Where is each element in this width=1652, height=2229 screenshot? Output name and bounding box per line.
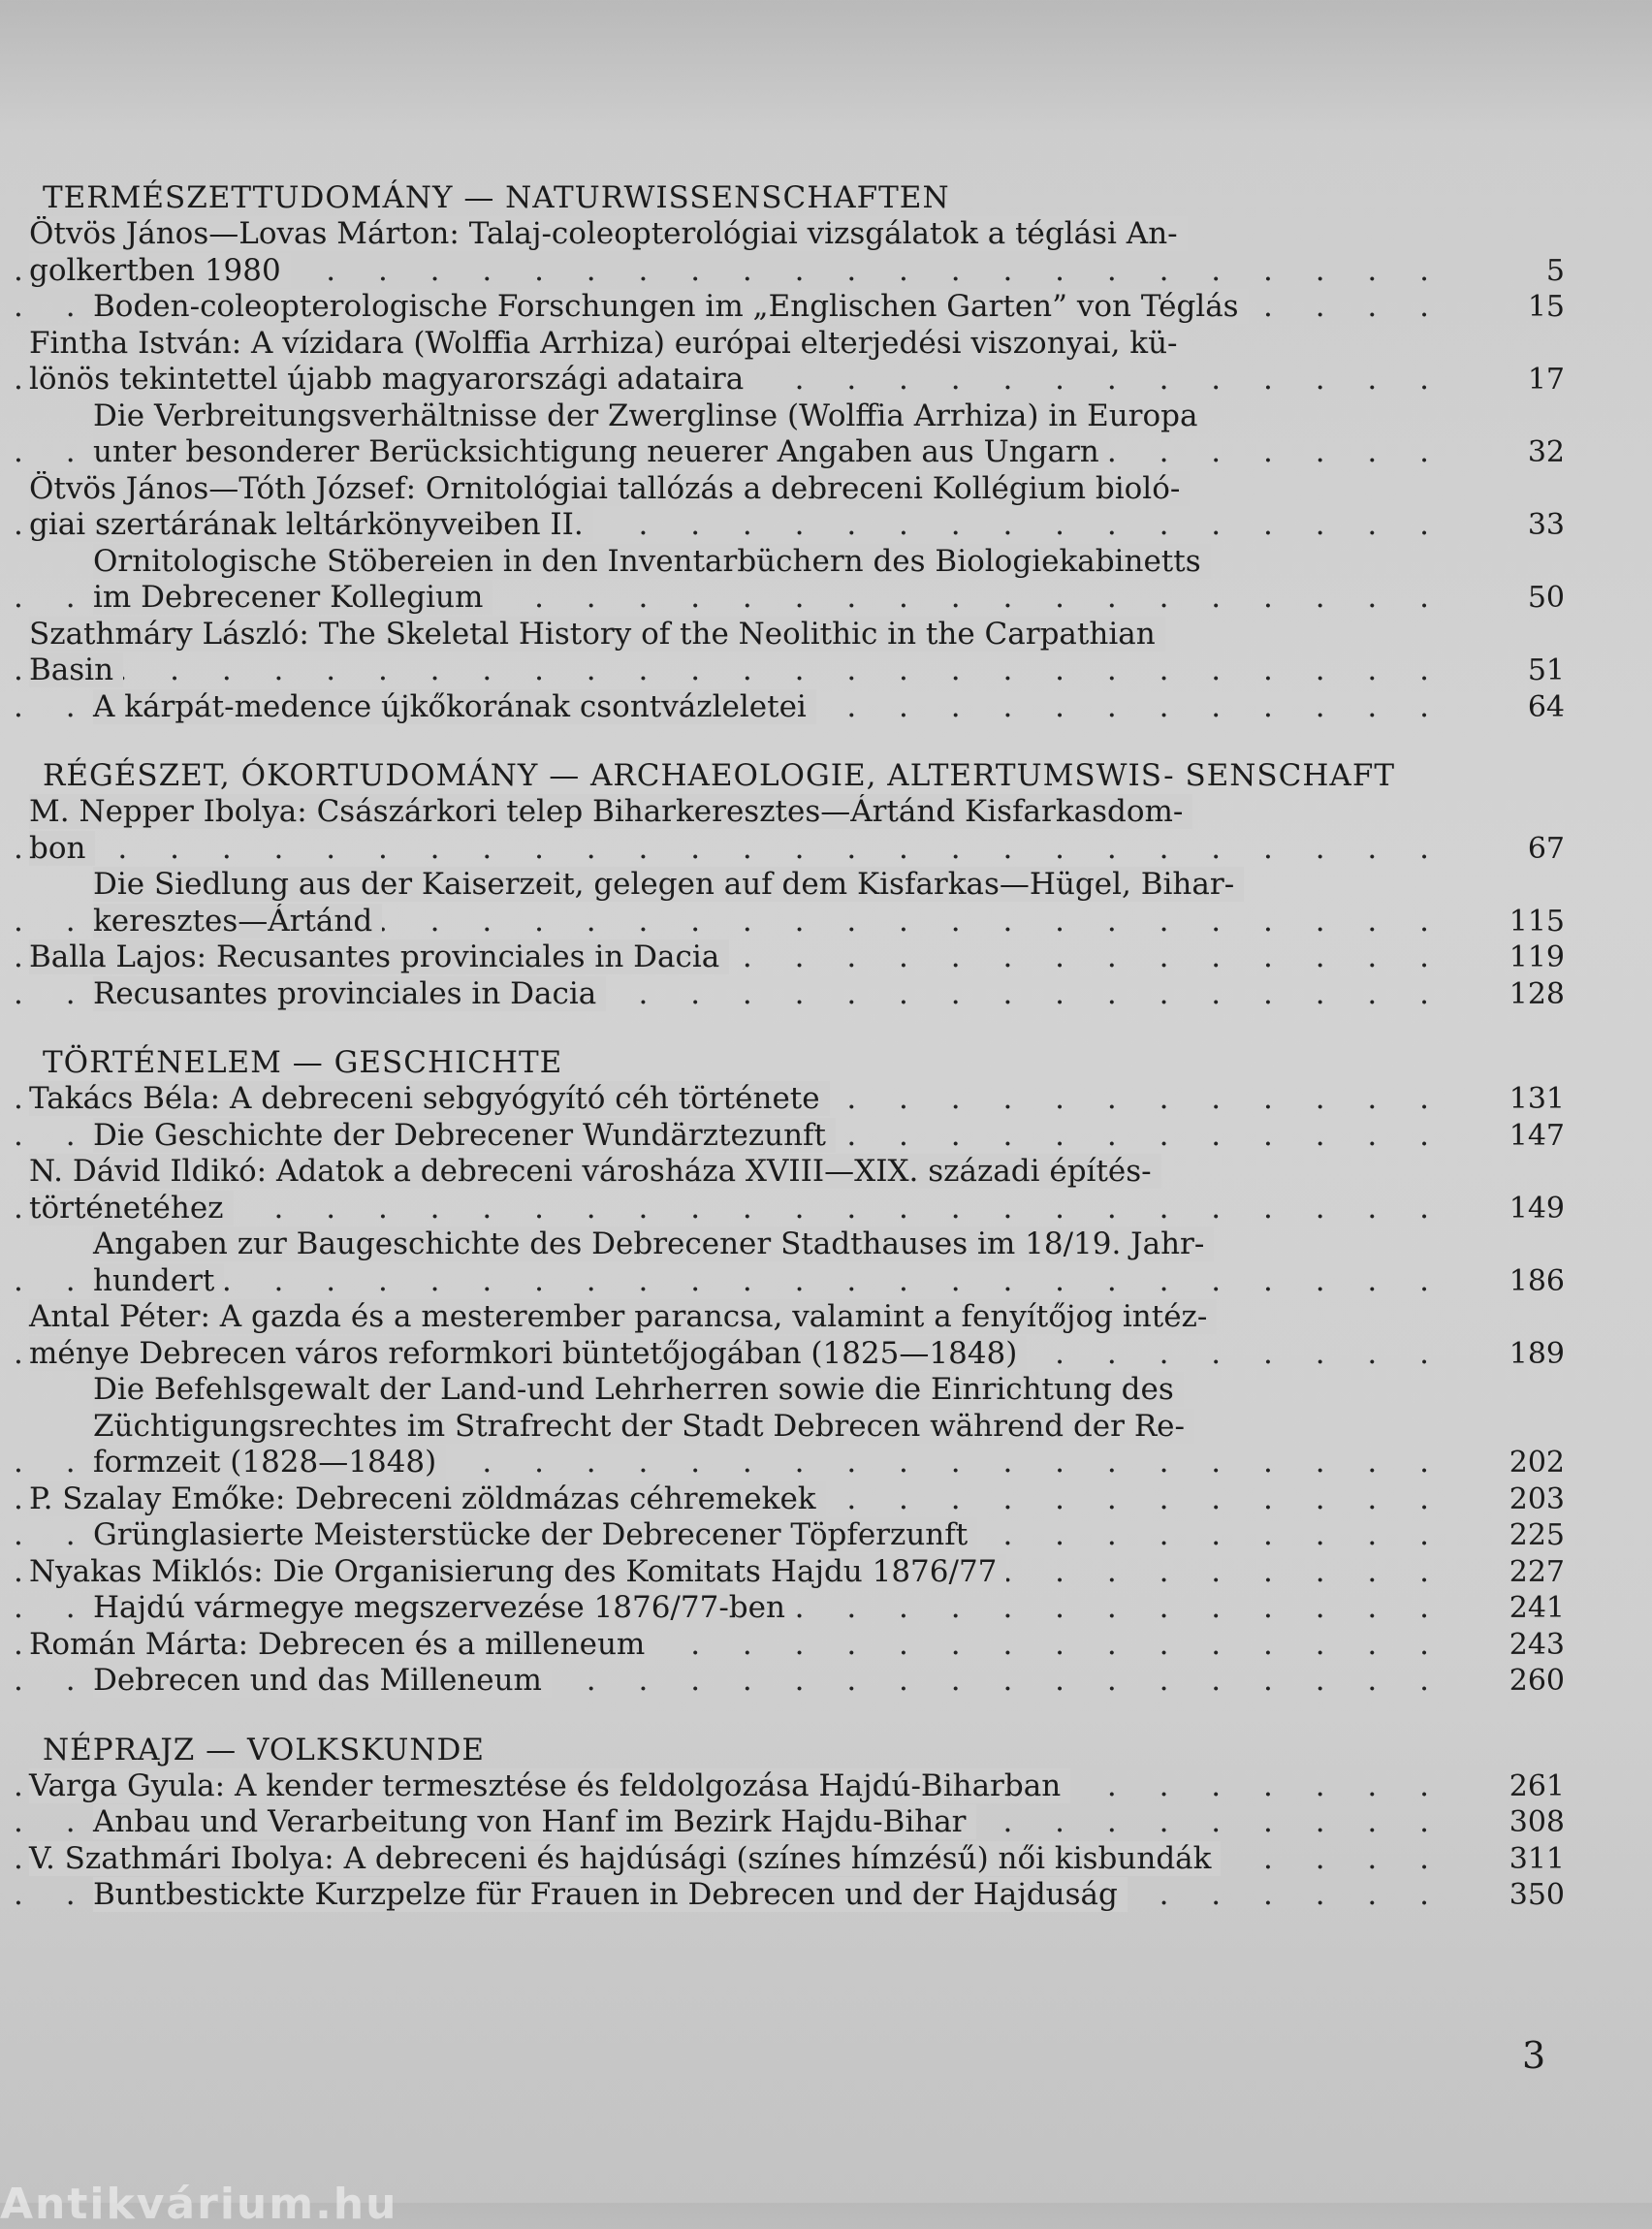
toc-entry <box>14 1154 1565 1299</box>
translation-line <box>14 580 1565 617</box>
translation-line <box>14 1877 1565 1914</box>
entry-title: N. Dávid Ildikó: Adatok a debreceni városháza XVIII—XIX. századi építés- <box>29 1154 1161 1189</box>
entry-line <box>14 1841 1565 1878</box>
toc-entry <box>14 1554 1565 1627</box>
toc-section <box>14 1733 1565 1914</box>
watermark: Antikvárium.hu <box>0 2180 398 2229</box>
translation-line <box>14 976 1565 1013</box>
dot-leader <box>14 831 1429 868</box>
entry-line <box>14 471 1565 508</box>
entry-line <box>14 1627 1565 1664</box>
entry-title: Nyakas Miklós: Die Organisierung des Komitats Hajdu 1876/77 <box>29 1554 1006 1589</box>
translation-line <box>14 689 1565 726</box>
dot-leader <box>14 1263 1429 1300</box>
entry-line <box>14 1768 1565 1805</box>
page-number: 149 <box>1509 1191 1565 1226</box>
entry-title: Szathmáry László: The Skeletal History of the Neolithic in the Carpathian <box>29 617 1165 652</box>
entry-line <box>14 831 1565 868</box>
page-number: 32 <box>1527 435 1565 469</box>
translation-title: unter besonderer Berücksichtigung neuerer Angaben aus Ungarn <box>93 434 1109 469</box>
page-folio: 3 <box>1522 2034 1546 2077</box>
toc-entry <box>14 794 1565 939</box>
entry-title: Ötvös János—Tóth József: Ornitológiai tallózás a debreceni Kollégium bioló- <box>29 471 1190 506</box>
entry-title: Varga Gyula: A kender termesztése és feldolgozása Hajdú-Biharban <box>29 1768 1070 1803</box>
translation-title: formzeit (1828—1848) <box>93 1445 446 1480</box>
toc-entry <box>14 1841 1565 1914</box>
translation-line <box>14 434 1565 471</box>
translation-title: Die Verbreitungsverhältnisse der Zwerglinse (Wolffia Arrhiza) in Europa <box>93 398 1208 433</box>
entry-line <box>14 1336 1565 1373</box>
page-number: 260 <box>1509 1664 1565 1698</box>
translation-line <box>14 904 1565 940</box>
entry-title: Antal Péter: A gazda és a mesterember parancsa, valamint a fenyítőjog intéz- <box>29 1299 1217 1334</box>
translation-line <box>14 1372 1565 1409</box>
page-number: 261 <box>1509 1768 1565 1803</box>
page-number: 311 <box>1509 1841 1565 1876</box>
table-of-contents <box>14 180 1565 1947</box>
entry-line <box>14 216 1565 253</box>
page-number: 131 <box>1509 1082 1565 1116</box>
translation-title: hundert <box>93 1263 224 1298</box>
toc-section <box>14 180 1565 725</box>
entry-title: Ötvös János—Lovas Márton: Talaj-coleopterológiai vizsgálatok a téglási An- <box>29 216 1188 251</box>
translation-line <box>14 1663 1565 1700</box>
toc-entry <box>14 1081 1565 1154</box>
translation-title: A kárpát-medence újkőkorának csontvázleletei <box>93 689 816 724</box>
translation-title: Boden-coleopterologische Forschungen im „Englischen Garten” von Téglás <box>93 289 1249 324</box>
page-number: 186 <box>1509 1263 1565 1298</box>
toc-entry <box>14 216 1565 326</box>
page-number: 119 <box>1509 940 1565 974</box>
translation-title: Buntbestickte Kurzpelze für Frauen in Debrecen und der Hajduság <box>93 1877 1128 1912</box>
translation-line <box>14 1590 1565 1627</box>
translation-line <box>14 398 1565 435</box>
page-number: 33 <box>1527 508 1565 542</box>
translation-title: Züchtigungsrechtes im Strafrecht der Stadt Debrecen während der Re- <box>93 1409 1194 1444</box>
page-number: 115 <box>1509 904 1565 939</box>
entry-title: giai szertárának leltárkönyveiben II. <box>29 507 593 542</box>
translation-title: Recusantes provinciales in Dacia <box>93 976 606 1011</box>
page-number: 128 <box>1509 976 1565 1011</box>
translation-line <box>14 1118 1565 1155</box>
page-number: 243 <box>1509 1627 1565 1662</box>
translation-line <box>14 1263 1565 1300</box>
entry-line <box>14 1191 1565 1227</box>
page-number: 5 <box>1545 253 1565 288</box>
page-number: 241 <box>1509 1591 1565 1625</box>
entry-title: Takács Béla: A debreceni sebgyógyító céh története <box>29 1081 830 1116</box>
toc-entry <box>14 1481 1565 1554</box>
toc-entry <box>14 1299 1565 1481</box>
page-number: 51 <box>1527 653 1565 687</box>
page-number: 15 <box>1527 290 1565 324</box>
entry-line <box>14 617 1565 653</box>
entry-line <box>14 1081 1565 1118</box>
entry-line <box>14 653 1565 689</box>
translation-line <box>14 1445 1565 1481</box>
entry-line <box>14 1299 1565 1336</box>
page-number: 308 <box>1509 1805 1565 1839</box>
entry-title: ménye Debrecen város reformkori büntetőjogában (1825—1848) <box>29 1336 1027 1371</box>
entry-title: Fintha István: A vízidara (Wolffia Arrhiza) európai elterjedési viszonyai, kü- <box>29 326 1188 361</box>
entry-title: golkertben 1980 <box>29 253 291 288</box>
entry-line <box>14 1481 1565 1518</box>
entry-title: bon <box>29 831 95 866</box>
page-number: 64 <box>1527 689 1565 724</box>
translation-title: Die Befehlsgewalt der Land-und Lehrherren sowie die Einrichtung des <box>93 1372 1184 1407</box>
toc-entry <box>14 617 1565 726</box>
translation-line <box>14 1226 1565 1263</box>
translation-title: Die Geschichte der Debrecener Wundärztezunft <box>93 1118 836 1153</box>
toc-entry <box>14 1768 1565 1841</box>
entry-line <box>14 253 1565 290</box>
entry-title: M. Nepper Ibolya: Császárkori telep Biharkeresztes—Ártánd Kisfarkasdom- <box>29 794 1192 829</box>
toc-section <box>14 758 1565 1012</box>
translation-title: Debrecen und das Milleneum <box>93 1663 552 1698</box>
entry-line <box>14 939 1565 976</box>
toc-entry <box>14 471 1565 617</box>
section-heading: TÖRTÉNELEM — GESCHICHTE <box>43 1045 563 1080</box>
page-number: 227 <box>1509 1554 1565 1589</box>
page-number: 67 <box>1527 831 1565 866</box>
translation-line <box>14 1409 1565 1446</box>
page-number: 203 <box>1509 1481 1565 1516</box>
entry-title: lönös tekintettel újabb magyarországi adataira <box>29 362 753 397</box>
entry-line <box>14 794 1565 831</box>
entry-line <box>14 507 1565 544</box>
toc-entry <box>14 939 1565 1012</box>
translation-line <box>14 1804 1565 1841</box>
translation-title: Ornitologische Stöbereien in den Inventarbüchern des Biologiekabinetts <box>93 544 1211 579</box>
translation-title: Grünglasierte Meisterstücke der Debrecener Töpferzunft <box>93 1517 977 1552</box>
entry-line <box>14 326 1565 363</box>
translation-title: im Debrecener Kollegium <box>93 580 492 615</box>
toc-entry <box>14 326 1565 471</box>
translation-title: Angaben zur Baugeschichte des Debrecener Stadthauses im 18/19. Jahr- <box>93 1226 1214 1261</box>
page-number: 225 <box>1509 1518 1565 1552</box>
page-number: 50 <box>1527 581 1565 615</box>
page-number: 350 <box>1509 1878 1565 1912</box>
entry-line <box>14 362 1565 398</box>
entry-title: történetéhez <box>29 1191 234 1226</box>
entry-title: P. Szalay Emőke: Debreceni zöldmázas céhremekek <box>29 1481 826 1516</box>
translation-title: Anbau und Verarbeitung von Hanf im Bezirk Hajdu-Bihar <box>93 1804 976 1839</box>
page-number: 189 <box>1509 1336 1565 1371</box>
dot-leader <box>14 653 1429 689</box>
page-number: 17 <box>1527 363 1565 397</box>
toc-entry <box>14 1627 1565 1700</box>
translation-line <box>14 289 1565 326</box>
page-number: 147 <box>1509 1118 1565 1153</box>
entry-title: Balla Lajos: Recusantes provinciales in Dacia <box>29 939 729 974</box>
translation-line <box>14 867 1565 904</box>
section-heading: RÉGÉSZET, ÓKORTUDOMÁNY — ARCHAEOLOGIE, ALTERTUMSWIS- SENSCHAFT <box>43 758 1395 793</box>
toc-section <box>14 1045 1565 1700</box>
translation-line <box>14 1517 1565 1554</box>
section-heading: NÉPRAJZ — VOLKSKUNDE <box>43 1732 486 1767</box>
translation-title: Hajdú vármegye megszervezése 1876/77-ben <box>93 1590 795 1625</box>
translation-title: Die Siedlung aus der Kaiserzeit, gelegen auf dem Kisfarkas—Hügel, Bihar- <box>93 867 1244 902</box>
entry-title: Basin <box>29 653 123 687</box>
page-number: 202 <box>1509 1446 1565 1480</box>
entry-line <box>14 1554 1565 1591</box>
translation-title: keresztes—Ártánd <box>93 904 382 939</box>
translation-line <box>14 544 1565 581</box>
entry-title: V. Szathmári Ibolya: A debreceni és hajdúsági (színes hímzésű) női kisbundák <box>29 1841 1221 1876</box>
entry-line <box>14 1154 1565 1191</box>
entry-title: Román Márta: Debrecen és a milleneum <box>29 1627 654 1662</box>
section-heading: TERMÉSZETTUDOMÁNY — NATURWISSENSCHAFTEN <box>43 180 950 215</box>
